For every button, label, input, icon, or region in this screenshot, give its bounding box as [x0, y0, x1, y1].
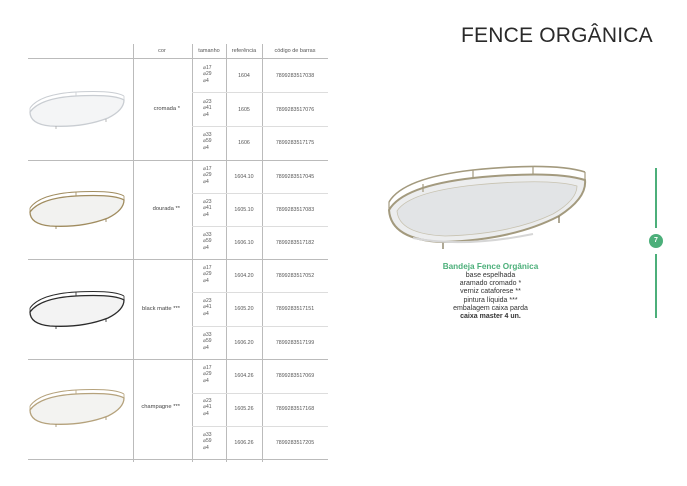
- reference-value: 1605.26: [234, 406, 254, 412]
- divider: [28, 459, 328, 460]
- size-item: ⌀33: [203, 232, 212, 238]
- product-spec: verniz cataforese **: [460, 288, 521, 296]
- divider: [28, 359, 328, 360]
- size-list: [203, 265, 212, 284]
- size-list: [203, 65, 212, 84]
- barcode-value: 7899283517151: [275, 306, 315, 312]
- size-list: [203, 232, 212, 251]
- accent-line: [655, 168, 657, 228]
- divider: [28, 58, 328, 59]
- product-spec: aramado cromado *: [459, 280, 522, 288]
- barcode-value: 7899283517076: [275, 107, 315, 113]
- size-item: ⌀23: [203, 398, 212, 404]
- product-description: [403, 262, 578, 321]
- tray-thumbnail-cromada: [26, 88, 128, 130]
- reference-value: 1604: [238, 73, 250, 79]
- size-item: ⌀17: [203, 166, 212, 172]
- size-item: ⌀41: [203, 304, 212, 311]
- size-item: ⌀4: [203, 178, 209, 185]
- size-list: [203, 99, 212, 118]
- tray-thumbnail-champagne: [26, 386, 128, 428]
- size-item: ⌀17: [203, 265, 212, 271]
- reference-value: 1605: [238, 107, 250, 113]
- size-item: ⌀23: [203, 99, 212, 105]
- size-list: [203, 432, 212, 451]
- size-item: ⌀33: [203, 432, 212, 438]
- product-image: [383, 158, 593, 254]
- barcode-value: 7899283517182: [275, 240, 315, 246]
- product-spec: pintura líquida ***: [463, 296, 518, 304]
- size-item: ⌀59: [203, 338, 212, 345]
- color-label: black matte ***: [141, 306, 180, 312]
- divider: [192, 326, 328, 327]
- divider: [28, 160, 328, 161]
- size-item: ⌀33: [203, 132, 212, 138]
- divider: [192, 426, 328, 427]
- size-list: [203, 398, 212, 417]
- barcode-value: 7899283517052: [275, 273, 315, 279]
- divider: [192, 44, 193, 462]
- barcode-value: 7899283517175: [275, 140, 315, 146]
- barcode-value: 7899283517168: [275, 406, 315, 412]
- size-item: ⌀23: [203, 298, 212, 304]
- color-label: champagne ***: [141, 404, 180, 410]
- product-spec: base espelhada: [465, 272, 516, 279]
- page-title: FENCE ORGÂNICA: [461, 24, 653, 47]
- size-list: [203, 132, 212, 151]
- divider: [192, 126, 328, 127]
- size-item: ⌀4: [203, 344, 209, 351]
- size-item: ⌀4: [203, 377, 209, 384]
- accent-line: [655, 254, 657, 318]
- size-item: ⌀41: [203, 404, 212, 411]
- reference-value: 1604.20: [234, 273, 254, 279]
- size-item: ⌀33: [203, 332, 212, 338]
- size-item: ⌀29: [203, 271, 212, 278]
- barcode-value: 7899283517199: [275, 340, 315, 346]
- size-item: ⌀4: [203, 244, 209, 251]
- product-packaging: caixa master 4 un.: [460, 313, 521, 321]
- left-page: [0, 0, 343, 486]
- barcode-value: 7899283517045: [275, 174, 315, 180]
- size-item: ⌀4: [203, 211, 209, 218]
- barcode-value: 7899283517038: [275, 73, 315, 79]
- size-item: ⌀17: [203, 365, 212, 371]
- size-item: ⌀29: [203, 71, 212, 78]
- reference-value: 1605.20: [234, 306, 254, 312]
- size-item: ⌀4: [203, 111, 209, 118]
- size-item: ⌀4: [203, 410, 209, 417]
- page-number: 7: [649, 234, 663, 248]
- size-item: ⌀59: [203, 238, 212, 245]
- reference-value: 1606.26: [234, 440, 254, 446]
- color-label: dourada **: [152, 206, 180, 212]
- tray-thumbnail-dourada: [26, 188, 128, 230]
- size-list: [203, 298, 212, 317]
- reference-value: 1606: [238, 140, 250, 146]
- reference-value: 1606.10: [234, 240, 254, 246]
- barcode-value: 7899283517069: [275, 373, 315, 379]
- color-label: cromada *: [153, 106, 180, 112]
- size-item: ⌀59: [203, 438, 212, 445]
- reference-value: 1604.10: [234, 174, 254, 180]
- size-item: ⌀29: [203, 172, 212, 179]
- header-cor: cor: [158, 48, 166, 54]
- header-tamanho: tamanho: [198, 48, 220, 54]
- reference-value: 1606.20: [234, 340, 254, 346]
- size-list: [203, 166, 212, 185]
- product-spec: embalagem caixa parda: [453, 304, 528, 312]
- divider: [192, 393, 328, 394]
- size-item: ⌀4: [203, 444, 209, 451]
- size-item: ⌀4: [203, 277, 209, 284]
- size-item: ⌀41: [203, 205, 212, 212]
- size-item: ⌀4: [203, 77, 209, 84]
- size-item: ⌀17: [203, 65, 212, 71]
- size-list: [203, 365, 212, 384]
- barcode-value: 7899283517205: [275, 440, 315, 446]
- divider: [192, 92, 328, 93]
- right-page: [343, 0, 687, 486]
- product-name: Bandeja Fence Orgânica: [442, 262, 539, 271]
- size-item: ⌀4: [203, 310, 209, 317]
- size-item: ⌀41: [203, 105, 212, 112]
- size-item: ⌀29: [203, 371, 212, 378]
- divider: [192, 226, 328, 227]
- size-item: ⌀23: [203, 199, 212, 205]
- divider: [28, 259, 328, 260]
- reference-value: 1605.10: [234, 207, 254, 213]
- barcode-value: 7899283517083: [275, 207, 315, 213]
- size-item: ⌀59: [203, 138, 212, 145]
- tray-thumbnail-black-matte: [26, 288, 128, 330]
- divider: [192, 292, 328, 293]
- size-item: ⌀4: [203, 144, 209, 151]
- header-codigo: código de barras: [274, 48, 316, 54]
- reference-value: 1604.26: [234, 373, 254, 379]
- size-list: [203, 332, 212, 351]
- size-list: [203, 199, 212, 218]
- header-referencia: referência: [231, 48, 257, 54]
- divider: [192, 193, 328, 194]
